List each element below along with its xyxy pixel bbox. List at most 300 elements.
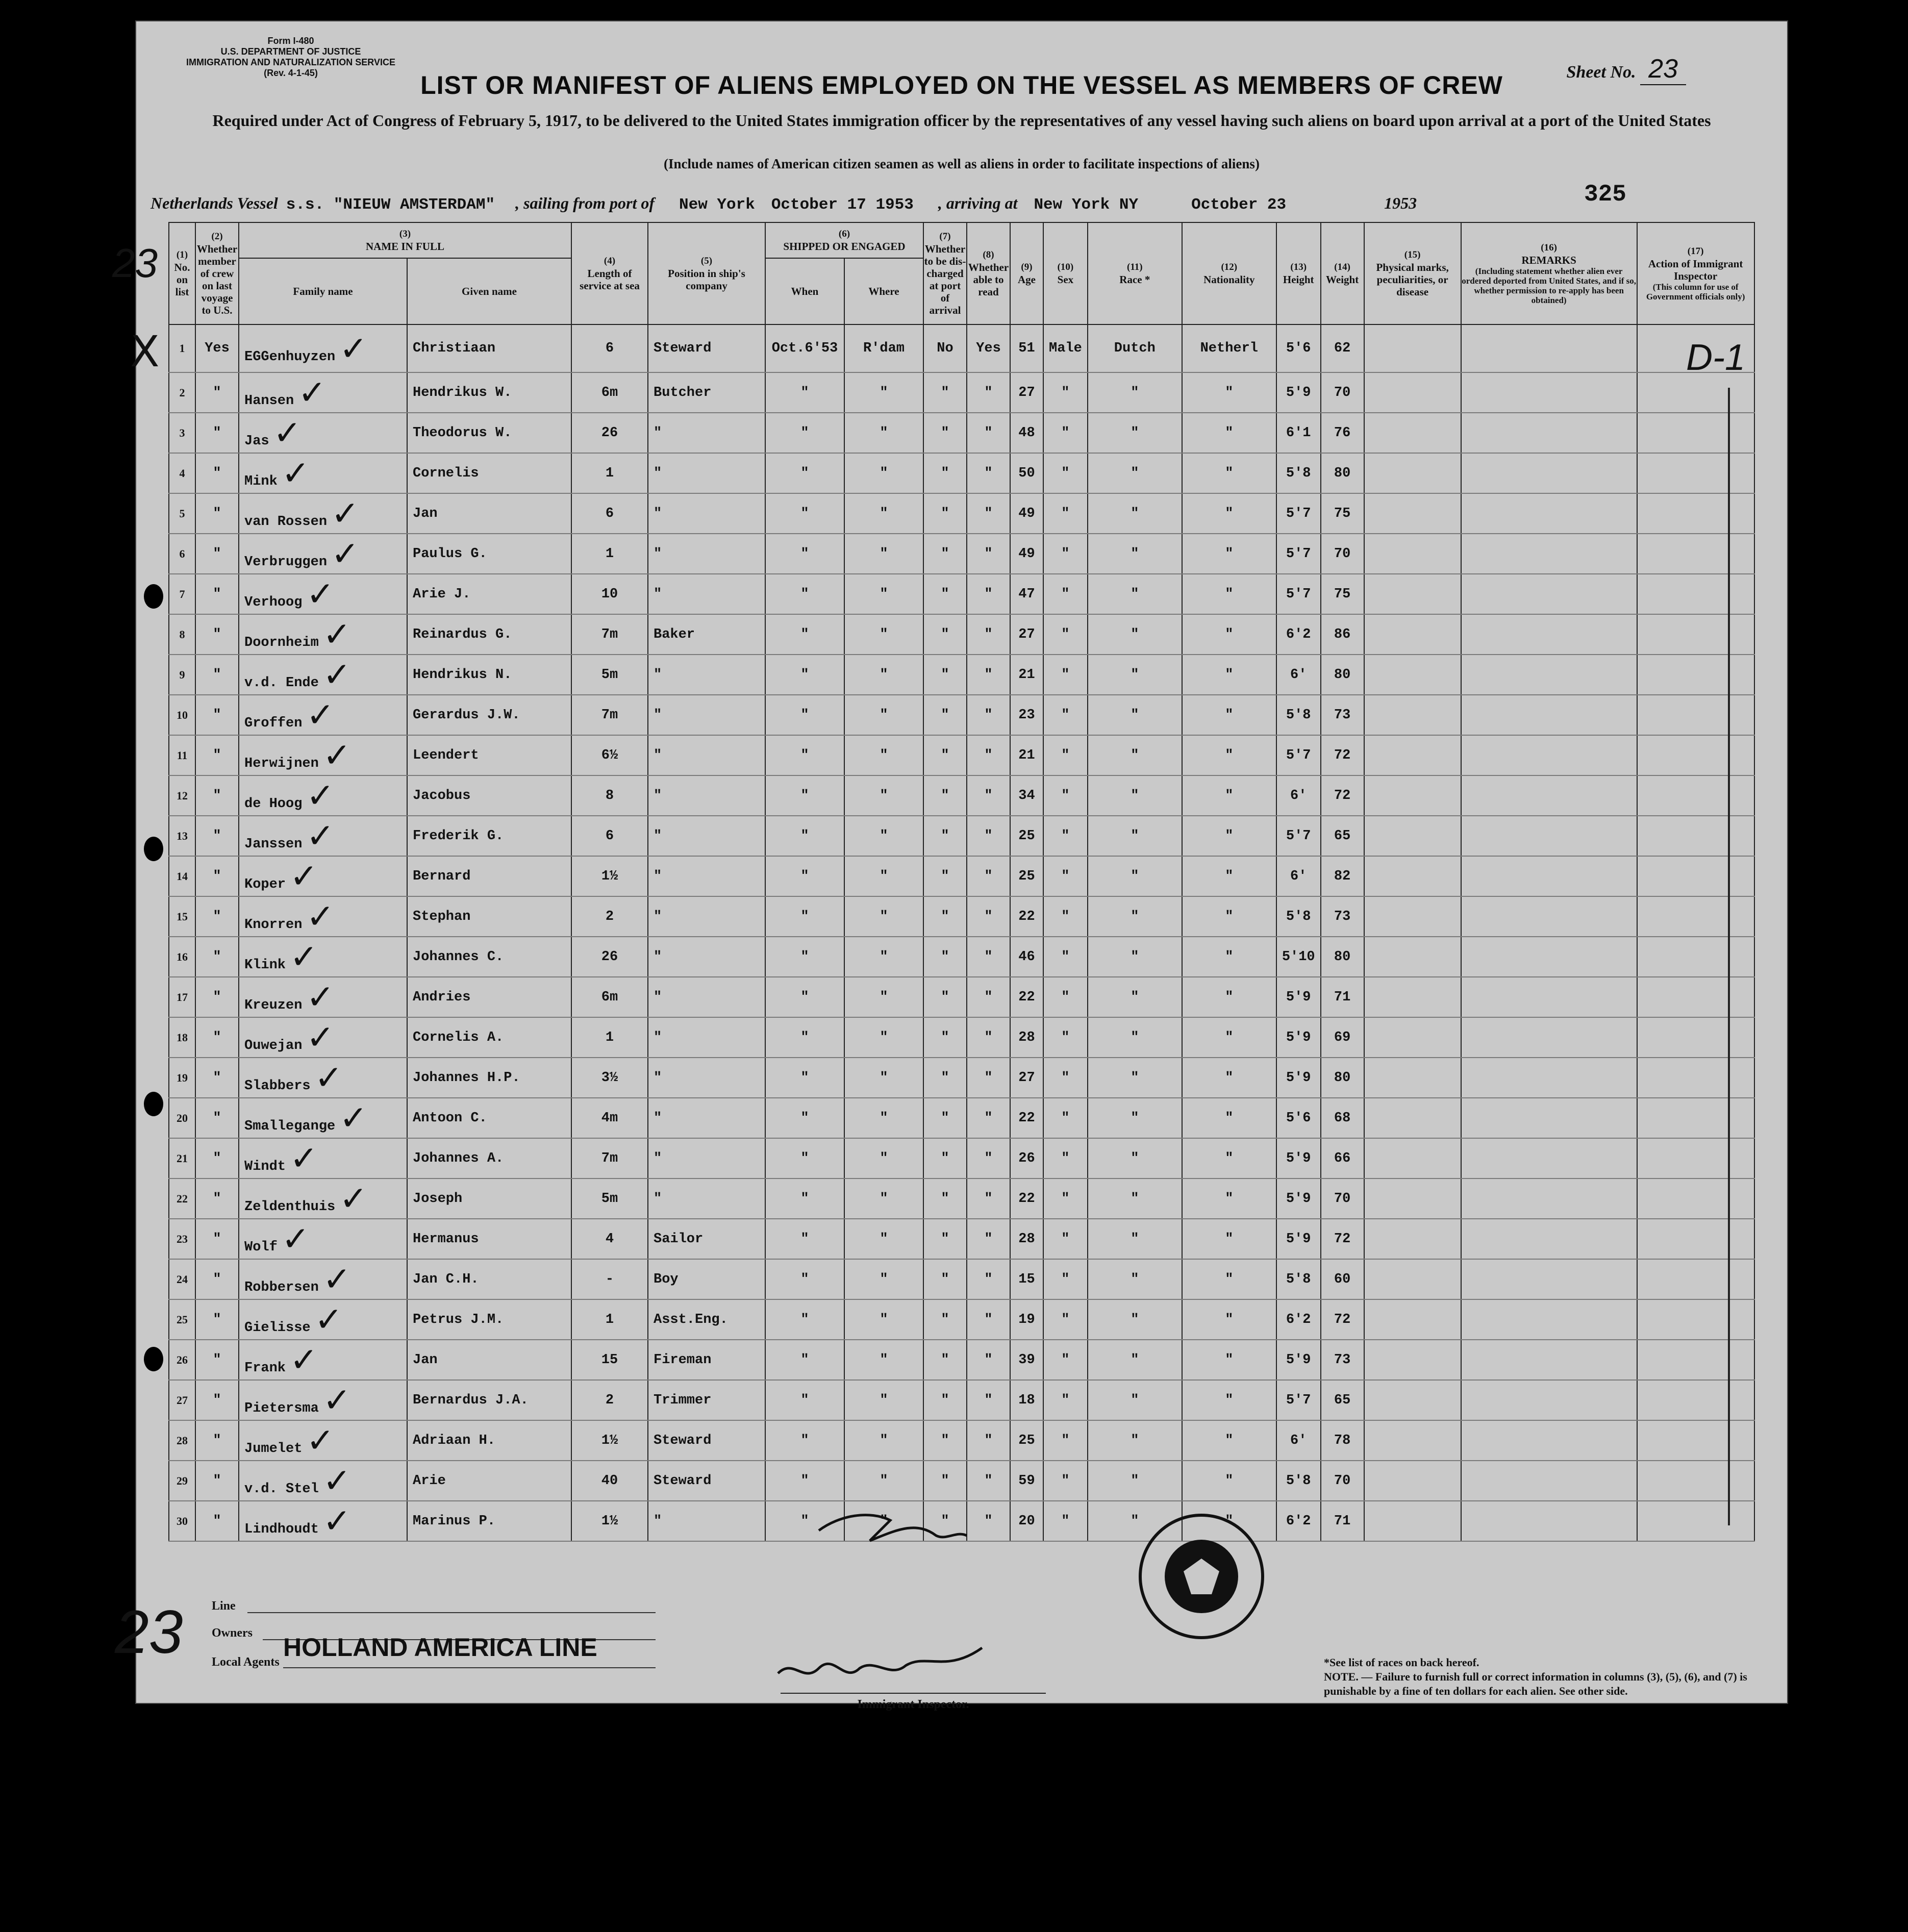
cell-sex-text: "	[1061, 465, 1070, 481]
cell-able-to-read-text: "	[984, 1312, 993, 1327]
cell-length-of-service	[571, 1219, 648, 1259]
cell-when	[765, 1420, 844, 1461]
cell-when	[765, 735, 844, 775]
cell-given-name-text: Christiaan	[413, 341, 496, 356]
cell-family-name-text: Lindhoudt	[244, 1522, 319, 1537]
cell-sex-text: "	[1061, 626, 1070, 642]
cell-nationality-text: "	[1225, 909, 1234, 924]
cell-position	[648, 655, 765, 695]
table-row	[169, 1461, 1754, 1501]
cell-discharged	[923, 1340, 967, 1380]
cell-position-text: "	[654, 667, 662, 683]
cell-age-text: 22	[1018, 989, 1035, 1005]
cell-family-name-text: Jumelet	[244, 1441, 303, 1457]
cell-nationality-text: "	[1225, 828, 1234, 844]
cell-previous-voyage	[195, 1178, 239, 1219]
cell-length-of-service-text: 1½	[601, 868, 618, 884]
cell-action	[1637, 1461, 1754, 1501]
cell-able-to-read	[967, 695, 1010, 735]
cell-given-name-text: Jacobus	[413, 788, 471, 804]
cell-able-to-read	[967, 1058, 1010, 1098]
cell-able-to-read-text: "	[984, 788, 993, 804]
cell-where	[844, 896, 923, 937]
cell-remarks	[1461, 896, 1637, 937]
cell-nationality	[1182, 1138, 1276, 1178]
cell-when	[765, 896, 844, 937]
cell-race-text: "	[1131, 909, 1139, 924]
cell-height-text: 6'1	[1286, 425, 1311, 441]
cell-previous-voyage-text: "	[213, 425, 221, 441]
cell-length-of-service-text: 7m	[601, 1150, 618, 1166]
check-mark-icon: ✓	[281, 454, 310, 493]
cell-able-to-read-text: "	[984, 707, 993, 723]
cell-height	[1276, 1380, 1321, 1420]
cell-given-name-text: Paulus G.	[413, 546, 487, 562]
cell-where-text: "	[880, 1030, 888, 1045]
cell-height-text: 6'	[1290, 788, 1307, 804]
cell-discharged	[923, 1259, 967, 1299]
cell-discharged-text: "	[941, 868, 949, 884]
header-race: (11) Race *	[1088, 222, 1182, 324]
cell-family-name	[239, 1219, 407, 1259]
row-number	[169, 1259, 195, 1299]
cell-age	[1010, 1098, 1043, 1138]
cell-position-text: "	[654, 989, 662, 1005]
cell-height-text: 5'8	[1286, 909, 1311, 924]
cell-when	[765, 413, 844, 453]
cell-able-to-read	[967, 1299, 1010, 1340]
cell-previous-voyage	[195, 1299, 239, 1340]
check-mark-icon: ✓	[306, 816, 335, 856]
cell-action	[1637, 1259, 1754, 1299]
cell-discharged	[923, 324, 967, 372]
cell-nationality-text: "	[1225, 1030, 1234, 1045]
cell-previous-voyage	[195, 655, 239, 695]
cell-age	[1010, 735, 1043, 775]
cell-age	[1010, 1219, 1043, 1259]
cell-able-to-read	[967, 413, 1010, 453]
cell-given-name-text: Andries	[413, 989, 471, 1005]
check-mark-icon: ✓	[339, 1179, 368, 1218]
cell-length-of-service	[571, 735, 648, 775]
table-row	[169, 1219, 1754, 1259]
cell-where-text: "	[880, 626, 888, 642]
cell-discharged	[923, 735, 967, 775]
cell-height	[1276, 695, 1321, 735]
cell-remarks	[1461, 1219, 1637, 1259]
cell-sex-text: "	[1061, 1352, 1070, 1368]
cell-sex	[1043, 937, 1088, 977]
cell-age-text: 51	[1018, 341, 1035, 356]
cell-remarks	[1461, 1138, 1637, 1178]
cell-physical	[1364, 1219, 1461, 1259]
form-number: Form I-480	[267, 36, 314, 46]
cell-able-to-read	[967, 1259, 1010, 1299]
inspector-code: D-1	[1686, 337, 1746, 378]
table-row	[169, 977, 1754, 1017]
cell-previous-voyage	[195, 856, 239, 896]
cell-family-name	[239, 1340, 407, 1380]
cell-family-name	[239, 574, 407, 614]
cell-position	[648, 1420, 765, 1461]
cell-length-of-service	[571, 493, 648, 534]
cell-previous-voyage	[195, 453, 239, 493]
cell-sex	[1043, 1058, 1088, 1098]
cell-weight-text: 60	[1334, 1271, 1351, 1287]
cell-able-to-read-text: "	[984, 747, 993, 763]
cell-weight-text: 66	[1334, 1150, 1351, 1166]
cell-age	[1010, 1178, 1043, 1219]
cell-sex	[1043, 493, 1088, 534]
row-number	[169, 1340, 195, 1380]
cell-position-text: Trimmer	[654, 1392, 712, 1408]
cell-discharged	[923, 1098, 967, 1138]
cell-given-name-text: Jan	[413, 506, 438, 521]
cell-previous-voyage-text: "	[213, 747, 221, 763]
cell-previous-voyage-text: "	[213, 1191, 221, 1207]
cell-position-text: Boy	[654, 1271, 679, 1287]
cell-able-to-read	[967, 1461, 1010, 1501]
cell-sex-text: "	[1061, 1191, 1070, 1207]
cell-position	[648, 1461, 765, 1501]
cell-given-name-text: Theodorus W.	[413, 425, 512, 441]
cell-action	[1637, 856, 1754, 896]
crew-rows	[169, 324, 1754, 1541]
table-row	[169, 324, 1754, 372]
cell-when-text: "	[800, 1150, 809, 1166]
header-shipped: (6) SHIPPED OR ENGAGED	[765, 222, 923, 258]
cell-length-of-service-text: 1	[605, 465, 614, 481]
cell-length-of-service-text: 7m	[601, 626, 618, 642]
cell-nationality	[1182, 735, 1276, 775]
check-mark-icon: ✓	[322, 1381, 352, 1420]
check-mark-icon: ✓	[281, 1219, 310, 1259]
cell-discharged	[923, 372, 967, 413]
cell-previous-voyage-text: "	[213, 1433, 221, 1448]
cell-race	[1088, 896, 1182, 937]
cell-position-text: Steward	[654, 341, 712, 356]
cell-height-text: 5'9	[1286, 1231, 1311, 1247]
cell-discharged-text: "	[941, 385, 949, 400]
cell-where	[844, 493, 923, 534]
cell-previous-voyage-text: "	[213, 909, 221, 924]
cell-position-text: Baker	[654, 626, 695, 642]
table-row	[169, 1058, 1754, 1098]
cell-weight-text: 69	[1334, 1030, 1351, 1045]
cell-nationality	[1182, 1058, 1276, 1098]
cell-race	[1088, 775, 1182, 816]
cell-length-of-service	[571, 937, 648, 977]
cell-physical	[1364, 695, 1461, 735]
table-row	[169, 534, 1754, 574]
cell-position	[648, 1017, 765, 1058]
check-mark-icon: ✓	[339, 329, 368, 368]
cell-previous-voyage-text: "	[213, 1030, 221, 1045]
vessel-line	[150, 194, 1773, 214]
check-mark-icon: ✓	[314, 1300, 343, 1339]
cell-discharged	[923, 574, 967, 614]
cell-height-text: 5'7	[1286, 506, 1311, 521]
cell-discharged	[923, 1219, 967, 1259]
row-number-text: 2	[179, 386, 185, 399]
sailing-date: October 17 1953	[771, 196, 914, 214]
header-read: (8) Whether able to read	[967, 222, 1010, 324]
cell-given-name	[407, 1178, 571, 1219]
cell-nationality-text: "	[1225, 1231, 1234, 1247]
cell-age	[1010, 775, 1043, 816]
cell-previous-voyage	[195, 1380, 239, 1420]
cell-given-name-text: Cornelis	[413, 465, 479, 481]
cell-height-text: 5'9	[1286, 1070, 1311, 1086]
cell-age	[1010, 453, 1043, 493]
check-mark-icon: ✓	[306, 1421, 335, 1460]
cell-discharged-text: "	[941, 707, 949, 723]
cell-given-name	[407, 324, 571, 372]
cell-family-name	[239, 775, 407, 816]
cell-where	[844, 453, 923, 493]
cell-previous-voyage-text: Yes	[205, 341, 230, 356]
cell-physical	[1364, 1299, 1461, 1340]
cell-weight	[1321, 735, 1364, 775]
cell-where-text: "	[880, 747, 888, 763]
cell-height	[1276, 1058, 1321, 1098]
cell-remarks	[1461, 534, 1637, 574]
bottom-handwritten-number: 23	[115, 1598, 183, 1666]
cell-remarks	[1461, 1098, 1637, 1138]
header-where: Where	[844, 258, 923, 324]
cell-when-text: "	[800, 1231, 809, 1247]
cell-height	[1276, 1299, 1321, 1340]
cell-able-to-read-text: "	[984, 1392, 993, 1408]
cell-able-to-read-text: "	[984, 626, 993, 642]
cell-nationality	[1182, 655, 1276, 695]
cell-height-text: 6'2	[1286, 1513, 1311, 1529]
row-number	[169, 1138, 195, 1178]
row-number-text: 27	[177, 1393, 188, 1407]
cell-race	[1088, 695, 1182, 735]
cell-previous-voyage-text: "	[213, 1231, 221, 1247]
cell-when	[765, 1259, 844, 1299]
check-mark-icon: ✓	[290, 937, 318, 976]
cell-nationality	[1182, 896, 1276, 937]
cell-family-name	[239, 1259, 407, 1299]
cell-physical	[1364, 324, 1461, 372]
cell-age-text: 22	[1018, 1191, 1035, 1207]
cell-weight	[1321, 1098, 1364, 1138]
cell-family-name	[239, 977, 407, 1017]
cell-race-text: "	[1131, 989, 1139, 1005]
cell-remarks	[1461, 1461, 1637, 1501]
cell-race-text: "	[1131, 1433, 1139, 1448]
cell-physical	[1364, 614, 1461, 655]
cell-action	[1637, 1420, 1754, 1461]
cell-length-of-service	[571, 614, 648, 655]
cell-height	[1276, 493, 1321, 534]
cell-family-name-text: Doornheim	[244, 635, 319, 650]
cell-when-text: "	[800, 707, 809, 723]
cell-able-to-read	[967, 896, 1010, 937]
cell-action	[1637, 534, 1754, 574]
cell-where	[844, 1340, 923, 1380]
cell-nationality-text: "	[1225, 1110, 1234, 1126]
cell-age	[1010, 937, 1043, 977]
cell-sex	[1043, 1098, 1088, 1138]
cell-action	[1637, 775, 1754, 816]
cell-height-text: 5'9	[1286, 989, 1311, 1005]
cell-where	[844, 1219, 923, 1259]
cell-discharged-text: "	[941, 465, 949, 481]
cell-position-text: "	[654, 1191, 662, 1207]
cell-nationality-text: "	[1225, 667, 1234, 683]
cell-height	[1276, 1259, 1321, 1299]
row-number	[169, 493, 195, 534]
cell-family-name	[239, 1138, 407, 1178]
cell-when	[765, 453, 844, 493]
cell-where	[844, 372, 923, 413]
cell-where	[844, 1178, 923, 1219]
cell-family-name-text: Pietersma	[244, 1401, 319, 1416]
cell-remarks	[1461, 937, 1637, 977]
cell-where-text: "	[880, 1231, 888, 1247]
cell-previous-voyage-text: "	[213, 949, 221, 965]
cell-where	[844, 655, 923, 695]
cell-nationality	[1182, 775, 1276, 816]
cell-able-to-read-text: "	[984, 1030, 993, 1045]
manifest-sheet	[112, 20, 1788, 1711]
cell-able-to-read	[967, 1017, 1010, 1058]
cell-discharged-text: "	[941, 1030, 949, 1045]
table-row	[169, 1299, 1754, 1340]
cell-race-text: "	[1131, 788, 1139, 804]
cell-discharged	[923, 1058, 967, 1098]
cell-race-text: "	[1131, 1312, 1139, 1327]
cell-able-to-read	[967, 655, 1010, 695]
cell-where-text: "	[880, 1513, 888, 1529]
cell-nationality-text: "	[1225, 1312, 1234, 1327]
cell-given-name-text: Petrus J.M.	[413, 1312, 504, 1327]
penalty-note: NOTE. — Failure to furnish full or correct information in columns (3), (5), (6), and (7) is punishable by a fine of ten dollars for each alien. See other side.	[1324, 1670, 1747, 1697]
cell-when	[765, 324, 844, 372]
cell-position	[648, 324, 765, 372]
cell-nationality	[1182, 1340, 1276, 1380]
cell-sex	[1043, 816, 1088, 856]
cell-age-text: 28	[1018, 1030, 1035, 1045]
cell-sex	[1043, 1299, 1088, 1340]
row-number-text: 21	[177, 1151, 188, 1165]
row-number	[169, 614, 195, 655]
check-mark-icon: ✓	[322, 615, 352, 654]
row-number-text: 15	[177, 910, 188, 923]
cell-previous-voyage	[195, 372, 239, 413]
cell-age-text: 47	[1018, 586, 1035, 602]
cell-remarks	[1461, 1420, 1637, 1461]
check-mark-icon: ✓	[322, 655, 352, 694]
cell-given-name-text: Bernard	[413, 868, 471, 884]
cell-family-name-text: EGGenhuyzen	[244, 349, 336, 365]
cell-given-name-text: Hermanus	[413, 1231, 479, 1247]
table-row	[169, 1340, 1754, 1380]
cell-able-to-read-text: "	[984, 909, 993, 924]
cell-age	[1010, 324, 1043, 372]
cell-given-name-text: Cornelis A.	[413, 1030, 504, 1045]
cell-physical	[1364, 735, 1461, 775]
cell-when	[765, 372, 844, 413]
row-number	[169, 1178, 195, 1219]
cell-age-text: 21	[1018, 747, 1035, 763]
cell-given-name	[407, 896, 571, 937]
cell-previous-voyage	[195, 1259, 239, 1299]
cell-length-of-service	[571, 1461, 648, 1501]
cell-race-text: "	[1131, 1352, 1139, 1368]
punch-hole	[144, 584, 163, 609]
cell-weight	[1321, 1340, 1364, 1380]
cell-discharged-text: "	[941, 546, 949, 562]
cell-sex-text: "	[1061, 1473, 1070, 1489]
cell-family-name-text: Hansen	[244, 393, 294, 409]
cell-where-text: "	[880, 1150, 888, 1166]
cell-height	[1276, 655, 1321, 695]
cell-weight	[1321, 1380, 1364, 1420]
cell-weight-text: 72	[1334, 788, 1351, 804]
cell-given-name	[407, 1138, 571, 1178]
cell-position	[648, 493, 765, 534]
cell-nationality-text: "	[1225, 707, 1234, 723]
cell-remarks	[1461, 614, 1637, 655]
cell-where	[844, 735, 923, 775]
cell-weight-text: 80	[1334, 465, 1351, 481]
table-row	[169, 1017, 1754, 1058]
cell-nationality	[1182, 977, 1276, 1017]
cell-action	[1637, 1058, 1754, 1098]
cell-length-of-service-text: 7m	[601, 707, 618, 723]
cell-able-to-read-text: "	[984, 868, 993, 884]
cell-remarks	[1461, 1017, 1637, 1058]
cell-height	[1276, 372, 1321, 413]
cell-given-name-text: Hendrikus N.	[413, 667, 512, 683]
cell-when	[765, 1219, 844, 1259]
cell-race-text: "	[1131, 1392, 1139, 1408]
cell-age-text: 21	[1018, 667, 1035, 683]
top-left-handwritten-number: 23	[112, 240, 158, 286]
cell-action	[1637, 1178, 1754, 1219]
cell-when	[765, 534, 844, 574]
cell-position-text: "	[654, 506, 662, 521]
cell-previous-voyage	[195, 896, 239, 937]
manifest-number: 325	[1584, 181, 1626, 208]
cell-remarks	[1461, 1299, 1637, 1340]
table-row	[169, 816, 1754, 856]
row-number	[169, 574, 195, 614]
cell-discharged	[923, 534, 967, 574]
row-number-text: 23	[177, 1232, 188, 1245]
cell-family-name-text: Ouwejan	[244, 1038, 303, 1053]
cell-physical	[1364, 1501, 1461, 1541]
cell-discharged-text: "	[941, 1433, 949, 1448]
cell-nationality-text: "	[1225, 1433, 1234, 1448]
cell-height	[1276, 453, 1321, 493]
cell-where-text: "	[880, 1191, 888, 1207]
cell-race	[1088, 735, 1182, 775]
cell-able-to-read	[967, 937, 1010, 977]
cell-family-name-text: v.d. Stel	[244, 1482, 319, 1497]
cell-race-text: Dutch	[1114, 341, 1156, 356]
cell-weight	[1321, 453, 1364, 493]
cell-family-name	[239, 324, 407, 372]
cell-previous-voyage	[195, 1098, 239, 1138]
cell-race-text: "	[1131, 506, 1139, 521]
cell-age	[1010, 614, 1043, 655]
cell-discharged-text: "	[941, 626, 949, 642]
